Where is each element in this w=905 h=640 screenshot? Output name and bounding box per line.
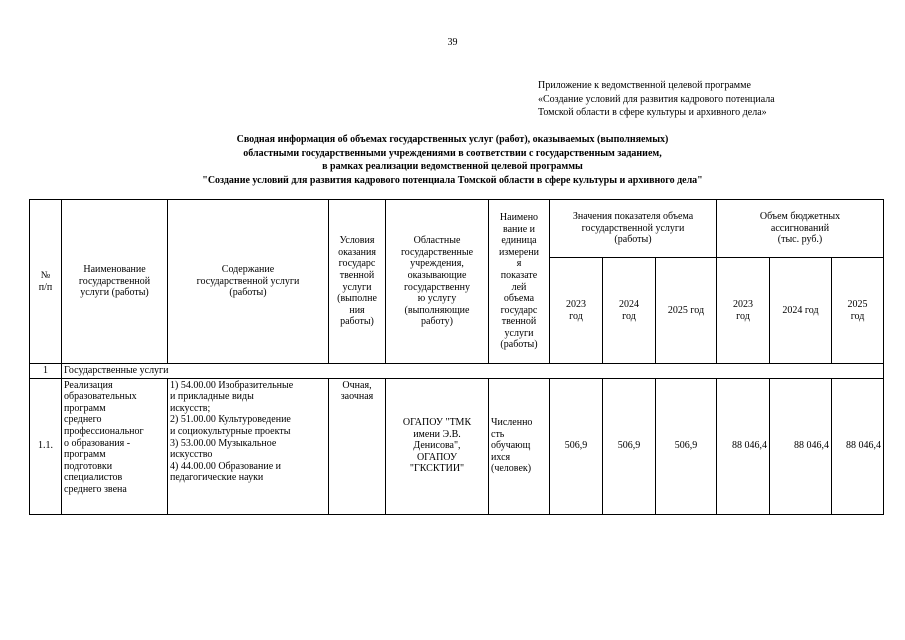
row-unit: Численно сть обучающ ихся (человек) xyxy=(489,378,550,514)
row-budget-2025: 88 046,4 xyxy=(832,378,884,514)
row-volume-2025: 506,9 xyxy=(656,378,717,514)
heading-line: областными государственными учреждениями в соответствии с государственным заданием, xyxy=(243,147,662,159)
section-label: Государственные услуги xyxy=(62,364,884,379)
page-number: 39 xyxy=(447,37,458,48)
header-conditions: Условия оказания государс твенной услуги (выполне ния работы) xyxy=(329,200,386,364)
row-num: 1.1. xyxy=(30,378,62,514)
header-content: Содержание государственной услуги (работы) xyxy=(168,200,329,364)
row-budget-2023: 88 046,4 xyxy=(717,378,770,514)
appendix-note xyxy=(538,79,775,120)
heading-line: в рамках реализации ведомственной целевой программы xyxy=(322,161,583,172)
header-year: 2023 год xyxy=(717,258,770,364)
row-conditions: Очная, заочная xyxy=(329,378,386,514)
header-budget-group: Объем бюджетных ассигнований (тыс. руб.) xyxy=(717,200,884,258)
row-budget-2024: 88 046,4 xyxy=(770,378,832,514)
header-year: 2024 год xyxy=(770,258,832,364)
header-institutions: Областные государственные учреждения, оказывающие государственну ю услугу (выполняющие работу) xyxy=(386,200,489,364)
header-num: № п/п xyxy=(30,200,62,364)
appendix-line: «Создание условий для развития кадрового потенциала xyxy=(538,93,775,105)
header-volume-group: Значения показателя объема государственной услуги (работы) xyxy=(550,200,717,258)
header-year: 2025 год xyxy=(832,258,884,364)
row-volume-2023: 506,9 xyxy=(550,378,603,514)
header-year: 2023 год xyxy=(550,258,603,364)
header-unit: Наимено вание и единица измерени я показате лей объема государс твенной услуги (работы) xyxy=(489,200,550,364)
appendix-line: Приложение к ведомственной целевой программе xyxy=(538,80,751,91)
row-service-name: Реализация образовательных программ среднего профессиональног о образования - программ подготовки специалистов среднего звена xyxy=(62,378,168,514)
header-year: 2025 год xyxy=(656,258,717,364)
heading-line: Сводная информация об объемах государственных услуг (работ), оказываемых (выполняемых) xyxy=(236,134,669,145)
header-service-name: Наименование государственной услуги (работы) xyxy=(62,200,168,364)
appendix-line: Томской области в сфере культуры и архивного дела» xyxy=(538,107,767,118)
document-heading xyxy=(0,133,905,187)
heading-line: "Создание условий для развития кадрового потенциала Томской области в сфере культуры и архивного дела" xyxy=(202,174,703,186)
row-institutions: ОГАПОУ "ТМК имени Э.В. Денисова", ОГАПОУ "ГКСКТИИ" xyxy=(386,378,489,514)
summary-table xyxy=(29,199,884,515)
row-content: 1) 54.00.00 Изобразительные и прикладные виды искусств; 2) 51.00.00 Культуроведение и социокультурные проекты 3) 53.00.00 Музыкальное искусство 4) 44.00.00 Образование и педагогические науки xyxy=(168,378,329,514)
section-num: 1 xyxy=(30,364,62,379)
row-volume-2024: 506,9 xyxy=(603,378,656,514)
header-year: 2024 год xyxy=(603,258,656,364)
